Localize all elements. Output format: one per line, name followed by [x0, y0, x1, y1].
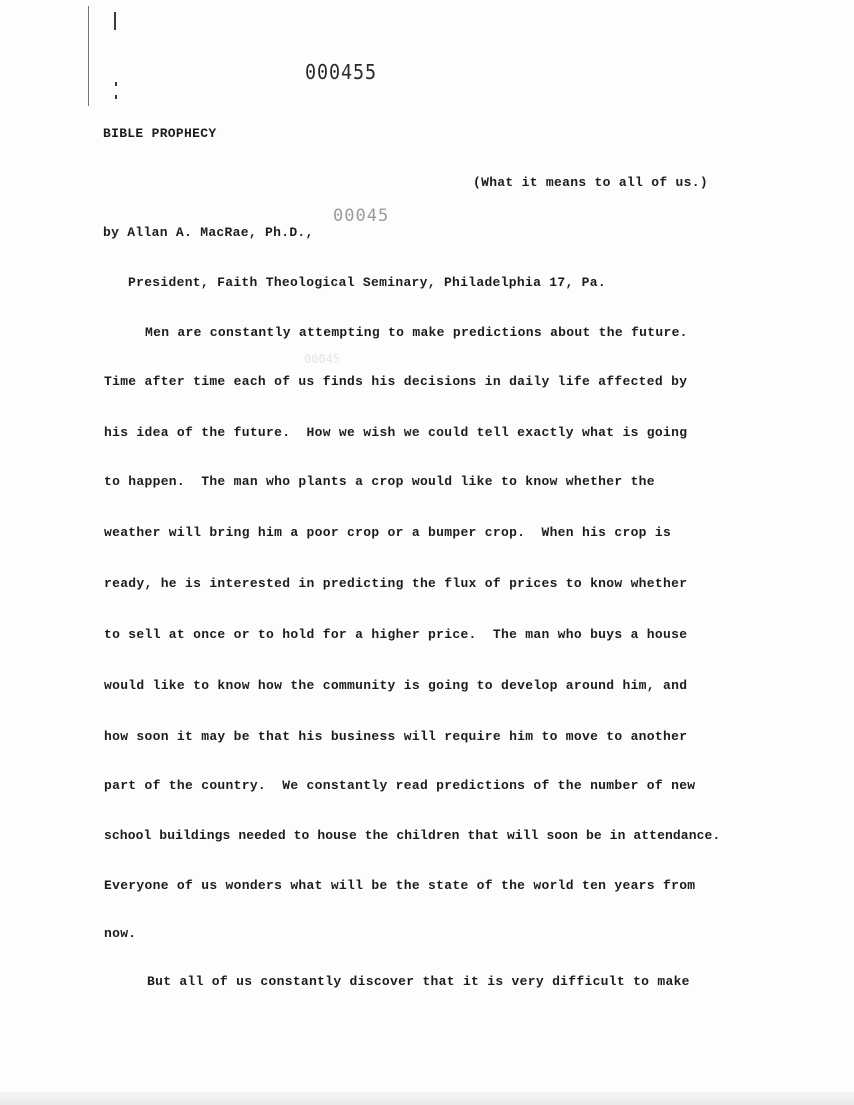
binder-mark-left	[88, 6, 89, 106]
body-line: to sell at once or to hold for a higher price. The man who buys a house	[104, 627, 688, 642]
body-line: But all of us constantly discover that it is very difficult to make	[147, 974, 690, 989]
document-subtitle: (What it means to all of us.)	[473, 175, 708, 190]
body-line: how soon it may be that his business will require him to move to another	[104, 729, 688, 744]
body-line: Men are constantly attempting to make predictions about the future.	[145, 325, 688, 340]
document-number-stamp: 000455	[305, 60, 377, 84]
faint-number-stamp: 00045	[333, 206, 390, 226]
body-line: Time after time each of us finds his decisions in daily life affected by	[104, 374, 688, 389]
body-line: now.	[104, 926, 137, 941]
author-affiliation: President, Faith Theological Seminary, Philadelphia 17, Pa.	[128, 275, 606, 290]
body-line: would like to know how the community is going to develop around him, and	[104, 678, 688, 693]
body-line: to happen. The man who plants a crop would like to know whether the	[104, 474, 655, 489]
ghost-number-stamp: 00045	[304, 352, 341, 366]
body-line: school buildings needed to house the children that will soon be in attendance.	[104, 828, 721, 843]
binder-mark-dot-1	[114, 12, 116, 30]
body-line: part of the country. We constantly read predictions of the number of new	[104, 778, 696, 793]
binder-mark-dot-3	[115, 95, 117, 99]
document-title: BIBLE PROPHECY	[103, 126, 217, 141]
author-byline: by Allan A. MacRae, Ph.D.,	[103, 225, 314, 240]
body-line: his idea of the future. How we wish we could tell exactly what is going	[104, 425, 688, 440]
page-bottom-edge	[0, 1092, 854, 1105]
body-line: ready, he is interested in predicting the flux of prices to know whether	[104, 576, 688, 591]
body-line: Everyone of us wonders what will be the state of the world ten years from	[104, 878, 696, 893]
binder-mark-dot-2	[115, 82, 117, 86]
body-line: weather will bring him a poor crop or a bumper crop. When his crop is	[104, 525, 672, 540]
